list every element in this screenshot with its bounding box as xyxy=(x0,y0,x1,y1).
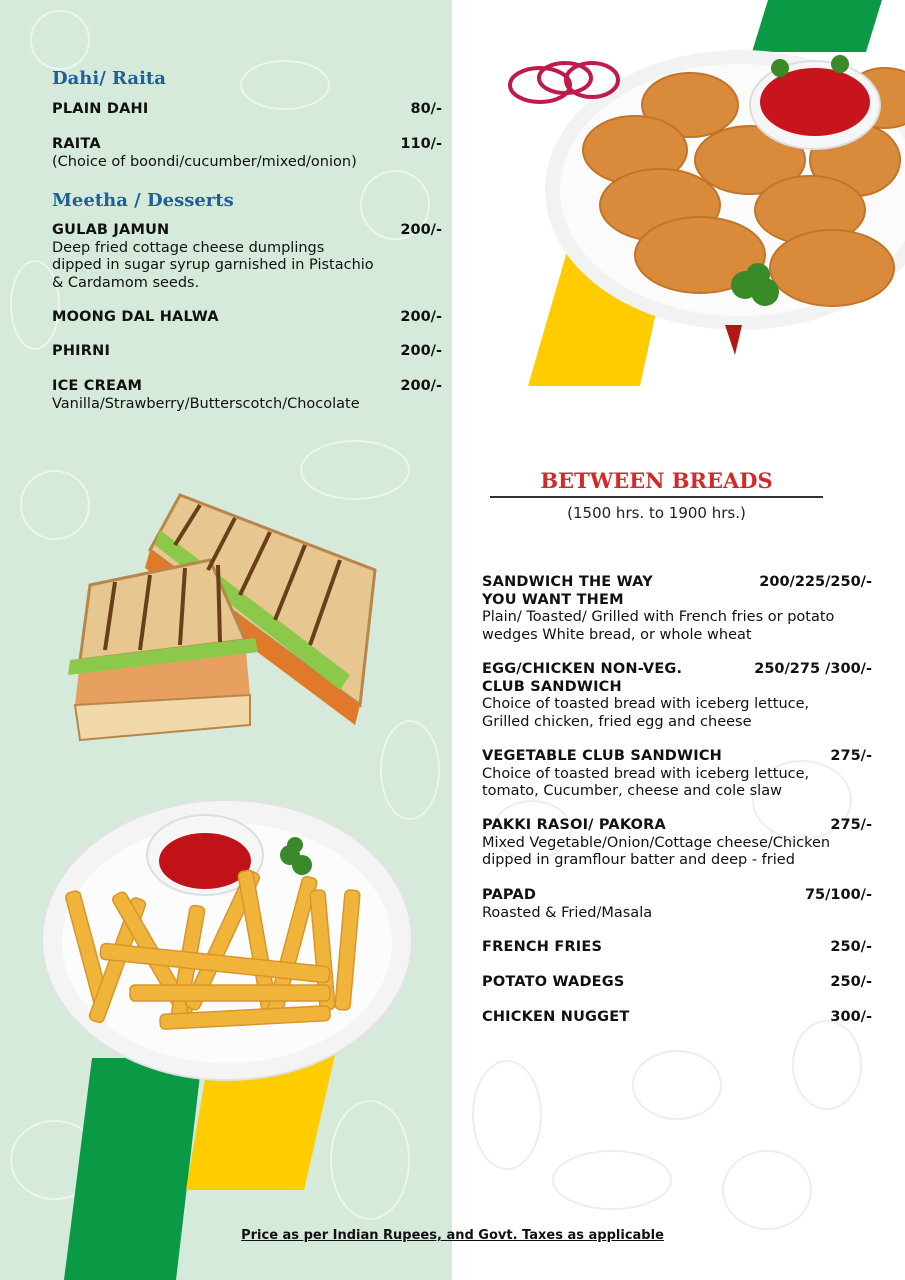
item-price: 75/100/- xyxy=(804,887,872,903)
item-name: RAITA xyxy=(52,136,101,152)
item-price: 200/225/250/- xyxy=(759,574,872,590)
ketchup xyxy=(760,68,870,136)
item-description-line: tomato, Cucumber, cheese and cole slaw xyxy=(482,783,782,799)
menu-item-raita xyxy=(52,136,442,171)
menu-item-ice-cream xyxy=(52,378,442,413)
section-subtitle-hours: (1500 hrs. to 1900 hrs.) xyxy=(567,504,746,522)
item-price: 200/- xyxy=(400,378,442,394)
menu-item-papad xyxy=(482,887,872,922)
sandwich-image xyxy=(60,490,390,750)
item-description-line: Roasted & Fried/Masala xyxy=(482,904,653,921)
green-stripe xyxy=(752,0,882,52)
item-price: 80/- xyxy=(410,101,442,117)
item-price: 200/- xyxy=(400,343,442,359)
item-name: ICE CREAM xyxy=(52,378,143,394)
menu-item-gulab-jamun xyxy=(52,222,442,292)
item-name: POTATO WADEGS xyxy=(482,974,625,990)
section-title-between-breads: BETWEEN BREADS xyxy=(540,468,773,493)
title-underline xyxy=(490,496,823,498)
item-name: CHICKEN NUGGET xyxy=(482,1009,630,1025)
item-name-line: SANDWICH THE WAY xyxy=(482,574,653,590)
menu-item-chicken-nugget xyxy=(482,1009,872,1027)
item-description-line: Mixed Vegetable/Onion/Cottage cheese/Chicken xyxy=(482,834,831,851)
item-name-line: YOU WANT THEM xyxy=(482,591,624,608)
french-fries-image xyxy=(40,795,415,1085)
menu-item-plain-dahi xyxy=(52,101,442,119)
section-heading-desserts: Meetha / Desserts xyxy=(52,190,234,211)
item-name: FRENCH FRIES xyxy=(482,939,603,955)
menu-item-vegetable-club-sandwich xyxy=(482,748,872,801)
item-price: 250/275 /300/- xyxy=(754,661,872,677)
item-name: PAPAD xyxy=(482,887,537,903)
green-stripe xyxy=(64,1058,202,1280)
item-name: PLAIN DAHI xyxy=(52,101,149,117)
item-price: 200/- xyxy=(400,309,442,325)
item-price: 275/- xyxy=(830,748,872,764)
onion-rings xyxy=(510,63,618,102)
item-name: PHIRNI xyxy=(52,343,111,359)
menu-item-pakki-rasoi-pakora xyxy=(482,817,872,870)
item-name-line: EGG/CHICKEN NON-VEG. xyxy=(482,661,683,677)
item-description-line: dipped in sugar syrup garnished in Pistachio xyxy=(52,257,374,273)
item-price: 250/- xyxy=(830,939,872,955)
item-description-line: Choice of toasted bread with iceberg lettuce, xyxy=(482,696,810,712)
price-footnote: Price as per Indian Rupees, and Govt. Taxes as applicable xyxy=(241,1228,664,1243)
section-heading-dahi-raita: Dahi/ Raita xyxy=(52,68,166,89)
item-price: 200/- xyxy=(400,222,442,238)
menu-item-french-fries xyxy=(482,939,872,957)
item-name: VEGETABLE CLUB SANDWICH xyxy=(482,748,723,764)
chili xyxy=(725,325,742,355)
item-name: GULAB JAMUN xyxy=(52,222,170,238)
menu-item-potato-wedges xyxy=(482,974,872,992)
item-description: (Choice of boondi/cucumber/mixed/onion) xyxy=(52,153,357,170)
item-price: 275/- xyxy=(830,817,872,833)
chicken-nuggets-image xyxy=(510,50,905,390)
item-description-line: dipped in gramflour batter and deep - fried xyxy=(482,852,795,868)
item-price: 110/- xyxy=(400,136,442,152)
item-description-line: Plain/ Toasted/ Grilled with French fries or potato xyxy=(482,609,835,625)
item-description-line: Deep fried cottage cheese dumplings xyxy=(52,239,325,256)
item-name: PAKKI RASOI/ PAKORA xyxy=(482,817,666,833)
item-name-line: CLUB SANDWICH xyxy=(482,678,622,695)
item-price: 300/- xyxy=(830,1009,872,1025)
item-name: MOONG DAL HALWA xyxy=(52,309,219,325)
item-price: 250/- xyxy=(830,974,872,990)
menu-item-club-sandwich-nonveg xyxy=(482,661,872,731)
item-description-line: & Cardamom seeds. xyxy=(52,274,200,291)
item-description-line: Grilled chicken, fried egg and cheese xyxy=(482,713,752,730)
menu-item-phirni xyxy=(52,343,442,361)
item-description-line: Choice of toasted bread with iceberg lettuce, xyxy=(482,765,810,782)
ketchup xyxy=(159,833,251,889)
item-description-line: wedges White bread, or whole wheat xyxy=(482,626,752,643)
item-description: Vanilla/Strawberry/Butterscotch/Chocolate xyxy=(52,395,360,412)
menu-item-moong-dal-halwa xyxy=(52,309,442,327)
menu-item-sandwich-the-way xyxy=(482,574,872,644)
